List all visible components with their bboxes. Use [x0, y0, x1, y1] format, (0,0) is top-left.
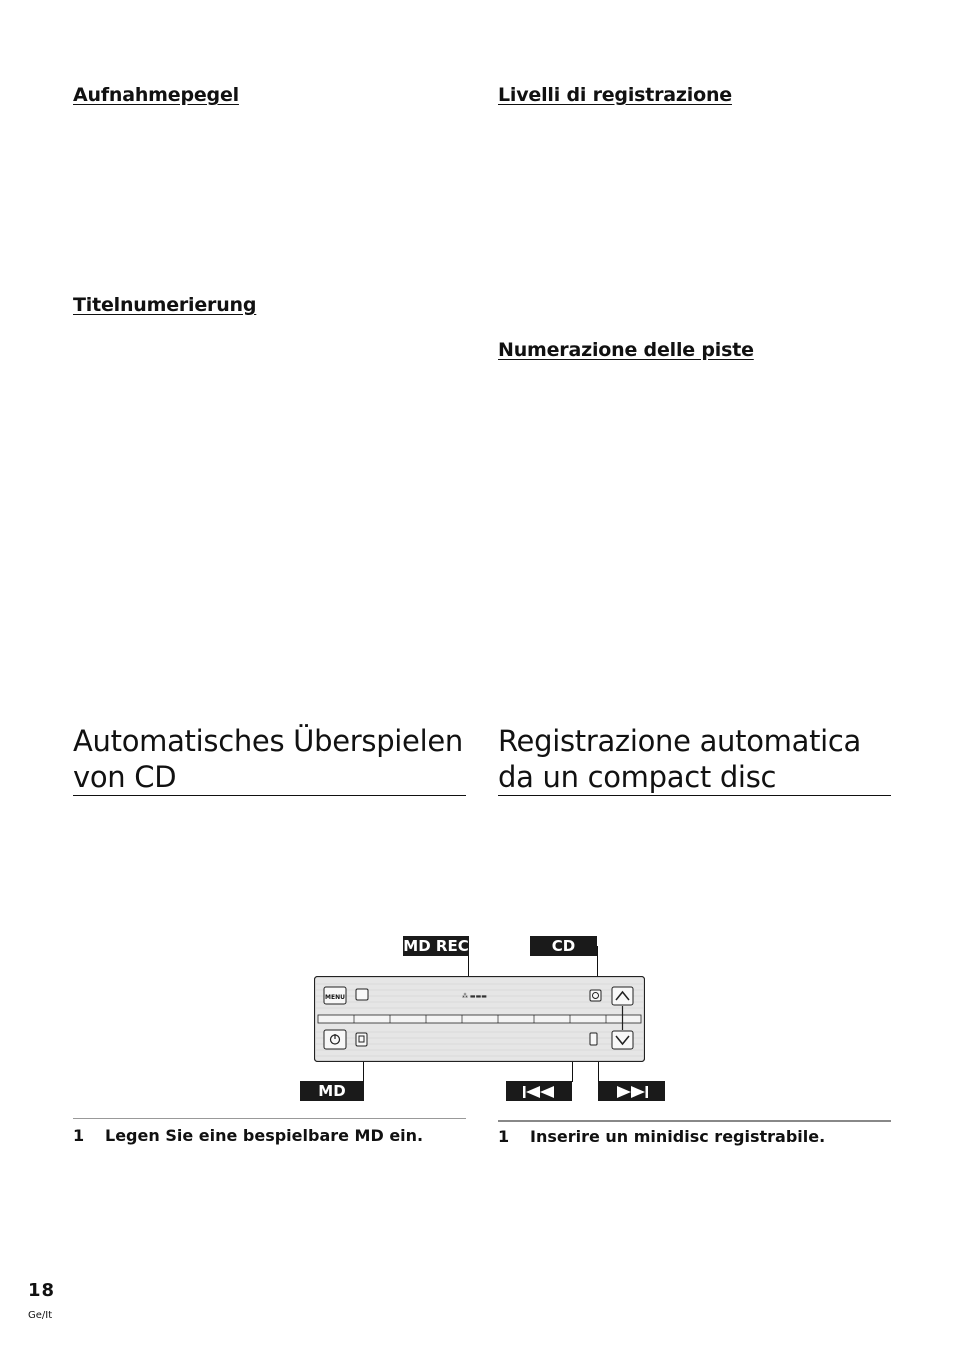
- right-step-1-number: 1: [498, 1127, 510, 1146]
- svg-text:⁂ ▬▬▬: ⁂ ▬▬▬: [462, 993, 487, 1000]
- left-step-1-text: Legen Sie eine bespielbare MD ein.: [105, 1126, 424, 1145]
- right-recording-level-heading: Livelli di registrazione: [498, 84, 732, 106]
- skip-next-icon: [615, 1085, 649, 1099]
- md-rec-label: MD REC: [403, 937, 469, 955]
- language-code: Ge/It: [28, 1310, 53, 1321]
- right-step-1-text: Inserire un minidisc registrabile.: [530, 1127, 826, 1146]
- left-section-title: [73, 723, 466, 796]
- md-label: MD: [300, 1081, 364, 1101]
- right-section-title: [498, 723, 891, 796]
- left-track-numbering-heading: Titelnumerierung: [73, 294, 257, 316]
- skip-previous-icon: [522, 1085, 556, 1099]
- left-steps-rule: [73, 1118, 466, 1119]
- left-section-title-line2: von CD: [73, 760, 177, 794]
- right-section-title-line2: da un compact disc: [498, 760, 777, 794]
- right-steps-rule: [498, 1120, 891, 1122]
- cd-label: CD: [530, 936, 597, 956]
- left-recording-level-heading: Aufnahmepegel: [73, 84, 239, 106]
- left-step-1: [73, 1126, 423, 1145]
- page-number: 18: [28, 1280, 56, 1301]
- remote-control-figure: [300, 930, 670, 1105]
- next-track-label: [598, 1081, 665, 1101]
- svg-text:MENU: MENU: [325, 994, 345, 1001]
- prev-track-label: [506, 1081, 572, 1101]
- left-section-title-line1: Automatisches Überspielen: [73, 724, 463, 758]
- right-track-numbering-heading: Numerazione delle piste: [498, 339, 754, 361]
- left-step-1-number: 1: [73, 1126, 85, 1145]
- right-step-1: [498, 1127, 825, 1146]
- remote-device-illustration: [314, 976, 645, 1062]
- right-section-title-line1: Registrazione automatica: [498, 724, 862, 758]
